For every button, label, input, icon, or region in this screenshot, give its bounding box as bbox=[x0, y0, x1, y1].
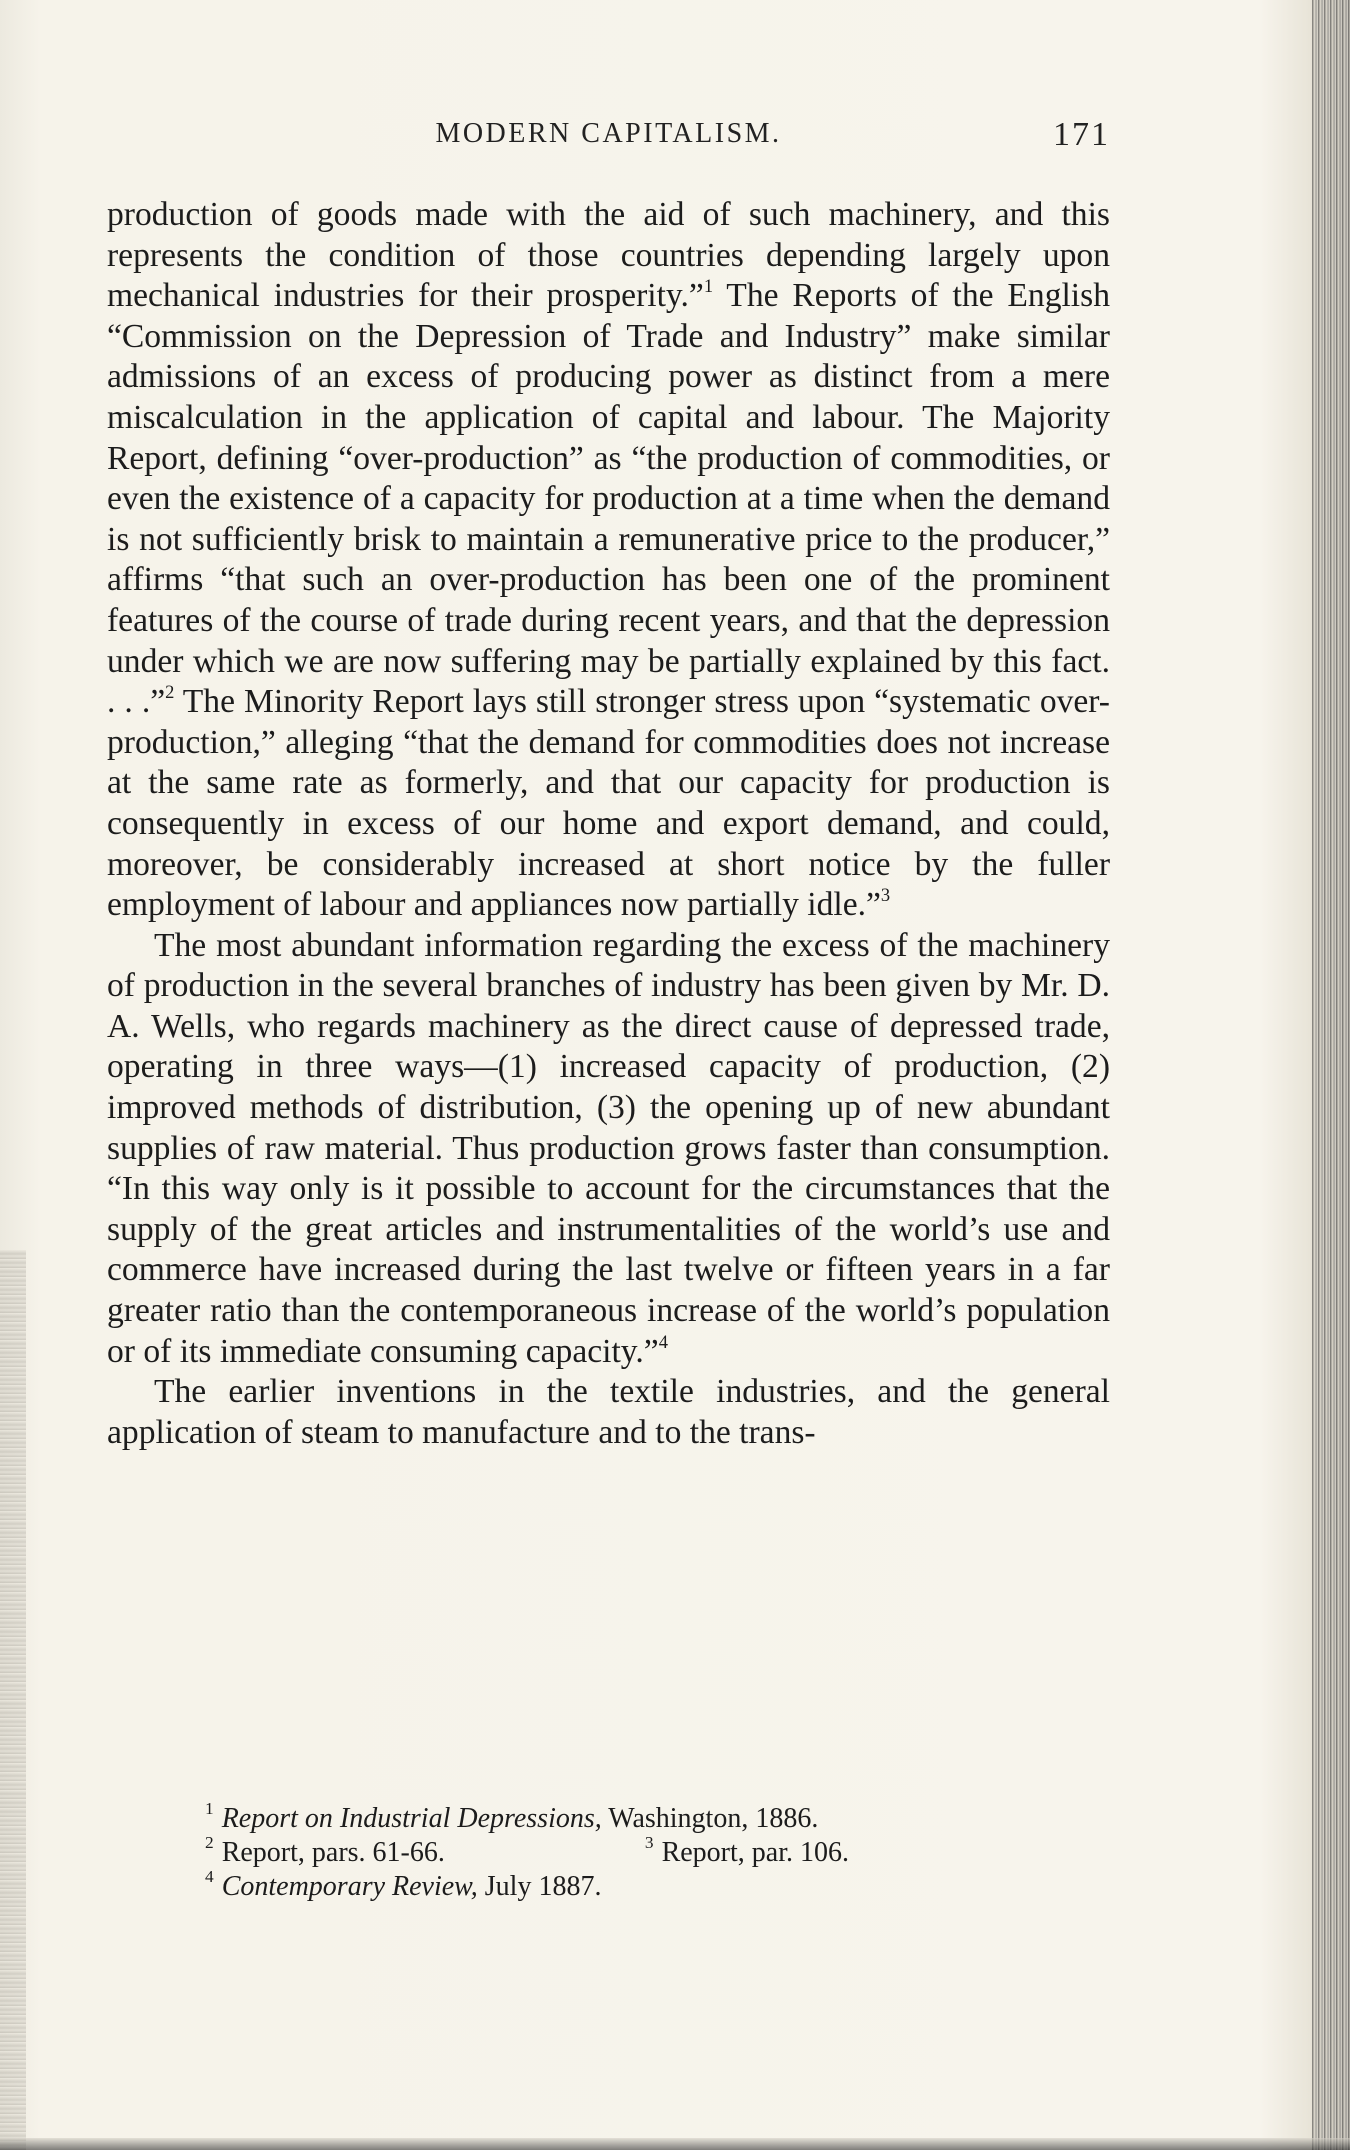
footnotes bbox=[205, 1798, 1065, 1904]
paragraph-2 bbox=[107, 926, 1110, 1373]
text-run: The Minority Report lays still stronger stress upon “systematic over-production,” alleging “that the demand for commodities does not increase at the same rate as formerly, and that our capacity for production is consequently in excess of our home and export demand, and could, moreover, be considerably increased at short notice by the fuller employment of labour and appliances now partially idle.” bbox=[107, 683, 1110, 924]
footnote-marker: 3 bbox=[644, 1832, 654, 1852]
running-head: MODERN CAPITALISM. bbox=[435, 118, 782, 149]
footnote-2-3 bbox=[205, 1832, 1065, 1870]
book-edge-bottom bbox=[0, 2138, 1350, 2150]
page-header bbox=[107, 118, 1110, 162]
page-number: 171 bbox=[1053, 116, 1110, 153]
footnote-title: Contemporary Review, bbox=[221, 1871, 478, 1902]
footnote-ref-1: 1 bbox=[703, 276, 714, 297]
footnote-text: Washington, 1886. bbox=[601, 1803, 819, 1834]
book-edge-left bbox=[0, 1250, 26, 2150]
footnote-marker: 2 bbox=[205, 1832, 214, 1852]
footnote-title: Report on Industrial Depressions, bbox=[221, 1803, 602, 1834]
text-run: production of goods made with the aid of such machinery, and this represents the condition of those countries depending largely upon mechanical industries for their prosperity.” bbox=[107, 196, 1110, 315]
footnote-text: Report, pars. 61-66. bbox=[221, 1837, 445, 1868]
text-run: The earlier inventions in the textile industries, and the general application of steam to manufacture and to the trans- bbox=[107, 1373, 1110, 1451]
text-run: The most abundant information regarding the excess of the machinery of production in the several branches of industry has been given by Mr. D. A. Wells, who regards machinery as the direct cause of depressed trade, operating in three ways—(1) increased capacity of production, (2) improved methods of distribution, (3) the opening up of new abundant supplies of raw material. Thus production grows faster than consumption. “In this way only is it possible to account for the circumstances that the supply of the great articles and instrumentalities of the world’s use and commerce have increased during the last twelve or fifteen years in a far greater ratio than the contemporaneous increase of the world’s population or of its immediate consuming capacity.” bbox=[107, 926, 1110, 1370]
body-text bbox=[107, 195, 1110, 1453]
footnote-text: Report, par. 106. bbox=[661, 1837, 849, 1868]
paragraph-3 bbox=[107, 1372, 1110, 1453]
footnote-ref-2: 2 bbox=[165, 682, 175, 703]
footnote-1 bbox=[205, 1798, 1065, 1836]
footnote-marker: 4 bbox=[205, 1866, 214, 1886]
book-edge-right bbox=[1312, 0, 1350, 2150]
paragraph-1 bbox=[107, 195, 1110, 926]
footnote-marker: 1 bbox=[205, 1798, 214, 1818]
footnote-4 bbox=[205, 1866, 1065, 1904]
footnote-ref-3: 3 bbox=[880, 885, 891, 906]
footnote-text: July 1887. bbox=[477, 1871, 602, 1902]
footnote-ref-4: 4 bbox=[658, 1331, 668, 1352]
text-run: The Reports of the English “Commission on the Depression of Trade and Industry” make similar admissions of an excess of producing power as distinct from a mere miscalculation in the application of capital and labour. The Majority Report, defining “over-production” as “the production of commodities, or even the existence of a capacity for production at a time when the demand is not sufficiently brisk to maintain a remunerative price to the producer,” affirms “that such an over-production has been one of the prominent features of the course of trade during recent years, and that the depression under which we are now suffering may be partially explained by this fact. . . .” bbox=[107, 277, 1110, 721]
